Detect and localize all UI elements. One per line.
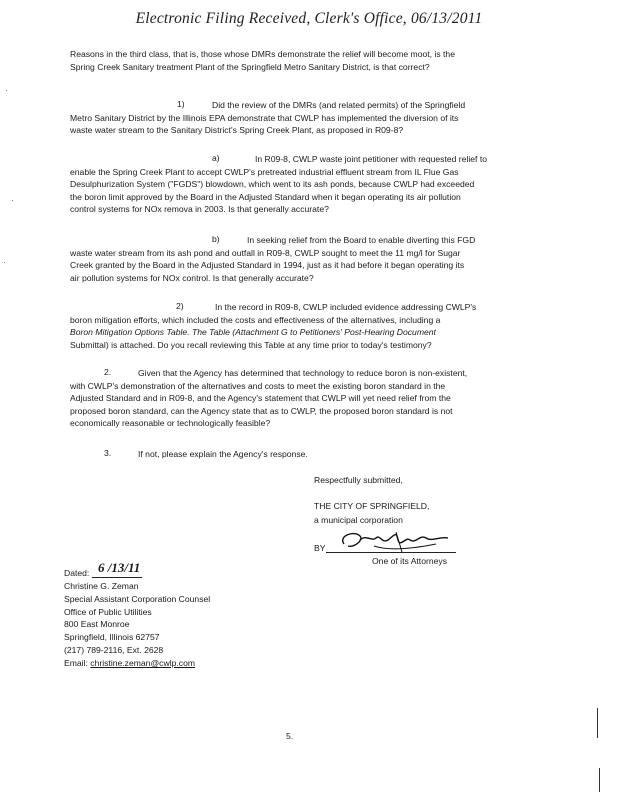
question-b	[70, 234, 532, 284]
question-2	[70, 301, 532, 351]
question-number: 1)	[177, 99, 185, 109]
dated-label: Dated:	[64, 568, 90, 578]
respectfully-submitted: Respectfully submitted,	[314, 475, 403, 485]
contact-city: Springfield, Illinois 62757	[64, 632, 160, 643]
text-line: enable the Spring Creek Plant to accept CWLP's pretreated industrial effluent stream from IL Flue Gas	[70, 166, 459, 177]
municipal-corporation: a municipal corporation	[314, 515, 403, 525]
text-line: Boron Mitigation Options Table. The Table (Attachment G to Petitioners' Post-Hearing Document	[70, 327, 436, 338]
contact-phone: (217) 789-2116, Ext. 2628	[64, 644, 164, 655]
dated-value: 6 /13/11	[98, 560, 141, 575]
question-number: a)	[212, 153, 220, 163]
text-line: boron mitigation efforts, which included the costs and effectiveness of the alternatives, including a	[70, 314, 441, 325]
page-number: 5.	[286, 731, 294, 741]
text-line: economically reasonable or technologically feasible?	[70, 418, 271, 429]
question-number: 2)	[176, 301, 184, 311]
text-line: In the record in R09-8, CWLP included evidence addressing CWLP's	[215, 302, 477, 312]
question-number: 3.	[104, 448, 112, 458]
contact-street: 800 East Monroe	[64, 619, 130, 630]
email-link[interactable]: christine.zeman@cwlp.com	[90, 657, 196, 668]
question-number: 2.	[104, 367, 112, 377]
electronic-filing-header: Electronic Filing Received, Clerk's Office, 06/13/2011	[135, 10, 483, 27]
text-line: waste water stream from its ash pond and outfall in R09-8, CWLP sought to meet the 11 mg/l for Sugar	[70, 247, 461, 258]
email-label: Email:	[64, 657, 88, 668]
text-line: Submittal) is attached. Do you recall reviewing this Table at any time prior to today's testimony?	[70, 339, 432, 350]
text-line: air pollution systems for NOx control. Is that generally accurate?	[70, 272, 314, 283]
question-3b	[138, 448, 438, 461]
scan-speck	[6, 90, 7, 91]
text-line: waste water stream to the Sanitary District's Spring Creek Plant, as proposed in R09-8?	[70, 125, 404, 136]
text-line: Given that the Agency has determined that technology to reduce boron is non-existent,	[138, 368, 468, 378]
by-label: BY	[314, 543, 326, 553]
question-1	[70, 99, 532, 137]
text-line: In R09-8, CWLP waste joint petitioner with requested relief to	[255, 154, 487, 164]
question-3a	[70, 367, 532, 430]
city-name: THE CITY OF SPRINGFIELD,	[314, 501, 430, 511]
text-line: the boron limit approved by the Board in the Adjusted Standard when it began operating its air pollution	[70, 191, 461, 202]
contact-email-row	[64, 657, 210, 670]
text-line: Spring Creek Sanitary treatment Plant of the Springfield Metro Sanitary District, is that correct?	[70, 61, 430, 72]
text-line: In seeking relief from the Board to enable diverting this FGD	[247, 235, 476, 245]
scan-speck	[12, 200, 13, 201]
text-line: Desulphurization System ("FGDS") blowdown, which went to its ash ponds, because CWLP had exceeded	[70, 179, 475, 190]
text-line: Adjusted Standard and in R09-8, and the Agency's statement that CWLP will yet need relief from the	[70, 393, 451, 404]
contact-block	[64, 580, 210, 670]
margin-mark	[599, 768, 600, 792]
text-line: Reasons in the third class, that is, those whose DMRs demonstrate the relief will become moot, is the	[70, 49, 455, 59]
contact-title: Special Assistant Corporation Counsel	[64, 593, 211, 604]
scan-speck	[4, 262, 5, 263]
margin-mark	[597, 708, 598, 738]
text-line: Creek granted by the Board in the Adjusted Standard in 1994, just as it had before it began operating its	[70, 260, 465, 271]
question-number: b)	[212, 234, 220, 244]
text-line: with CWLP's demonstration of the alternatives and costs to meet the existing boron standard in the	[70, 380, 446, 391]
text-line: Metro Sanitary District by the Illinois EPA demonstrate that CWLP has implemented the diversion of its	[70, 112, 459, 123]
text-line: control systems for NOx remova in 2003. Is that generally accurate?	[70, 204, 329, 215]
text-line: If not, please explain the Agency's response.	[138, 449, 308, 459]
question-a	[70, 153, 532, 216]
text-line: Did the review of the DMRs (and related permits) of the Springfield	[212, 100, 466, 110]
text-line: proposed boron standard, can the Agency state that as to CWLP, the proposed boron standard is not	[70, 405, 453, 416]
intro-question	[70, 48, 532, 73]
contact-office: Office of Public Utilities	[64, 606, 152, 617]
one-of-its-attorneys: One of its Attorneys	[372, 556, 447, 566]
contact-name: Christine G. Zeman	[64, 581, 139, 591]
date-line	[92, 577, 142, 578]
